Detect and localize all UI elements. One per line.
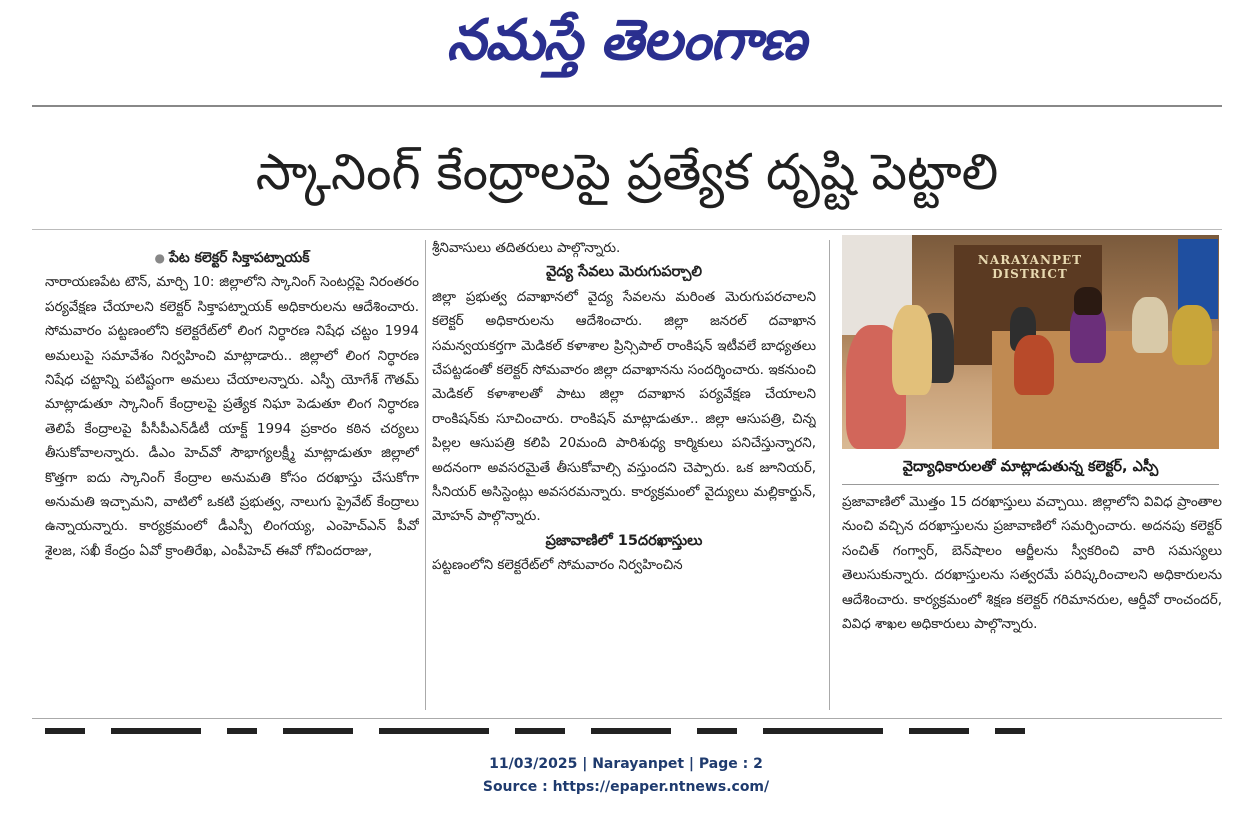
masthead-divider — [32, 105, 1222, 107]
article-column-3 — [842, 490, 1222, 712]
article-column-1 — [45, 246, 419, 708]
photo-person — [892, 305, 932, 395]
column-2-body: జిల్లా ప్రభుత్వ దవాఖానలో వైద్య సేవలను మరింత మెరుగుపరచాలని కలెక్టర్ అధికారులను ఆదేశించారు. జిల్లా జనరల్ దవాఖాన సమన్వయకర్తగా మెడికల్ కళాశాల ప్రిన్సిపాల్ రాంకిషన్ ఇటీవలే బాధ్యతలు చేపట్టడంతో కలెక్టర్ సోమవారం జిల్లా దవాఖానను సందర్శించారు. ఇకనుంచి మెడికల్ కళాశాలతో పాటు జిల్లా దవాఖాన పర్యవేక్షణ చేయాలని రాంకిషన్‌కు సూచించారు. రాంకిషన్ మాట్లాడుతూ.. జిల్లా ఆసుపత్రి, చిన్న పిల్లల ఆసుపత్రి కలిపి 20మంది పారిశుధ్య కార్మికులు పనిచేస్తున్నారని, అదనంగా అవసరమైతే తీసుకోవాల్సి వస్తుందని చెప్పారు. ఒక జూనియర్, సీనియర్ అసిస్టెంట్లు అవసరమన్నారు. కార్యక్రమంలో వైద్యులు మల్లికార్జున్, మోహన్ పాల్గొన్నారు. — [432, 288, 816, 525]
column-1-body: నారాయణపేట టౌన్, మార్చి 10: జిల్లాలోని స్కానింగ్ సెంటర్లపై నిరంతరం పర్యవేక్షణ చేయాలని కలెక్టర్ సిక్తాపట్నాయక్ అధికారులను ఆదేశించారు. సోమవారం పట్టణంలోని కలెక్టరేట్‌లో లింగ నిర్ధారణ నిషేధ చట్టం 1994 అమలుపై సమావేశం నిర్వహించి మాట్లాడారు.. జిల్లాలో లింగ నిర్ధారణ నిషేధ చట్టాన్ని పటిష్టంగా అమలు చేయాలన్నారు. ఎస్పీ యోగేశ్ గౌతమ్ మాట్లాడుతూ స్కానింగ్ కేంద్రాలపై ప్రత్యేక నిఘా పెడుతూ లింగ నిర్ధారణ తెలిపే కేంద్రాలపై పీసీపీఎన్‌డీటీ యాక్ట్ 1994 ప్రకారం కఠిన చర్యలు తీసుకోవాలన్నారు. డీఎం హెచ్‌వో సౌభాగ్యలక్ష్మీ మాట్లాడుతూ జిల్లాలో కొత్తగా ఐదు స్కానింగ్ కేంద్రాల అనుమతి కోసం దరఖాస్తు చేసుకోగా అనుమతి ఇచ్చామని, వాటిలో ఒకటి ప్రభుత్వ, నాలుగు ప్రైవేట్ కేంద్రాలు ఉన్నాయన్నారు. కార్యక్రమంలో డీఎస్పీ లింగయ్య, ఎంహెచ్‌ఎన్ పీవో శైలజ, సఖీ కేంద్రం ఏవో క్రాంతిరేఖ, ఎంపీహెచ్ ఈవో గోవిందరాజు, — [45, 274, 419, 559]
article-headline: స్కానింగ్ కేంద్రాలపై ప్రత్యేక దృష్టి పెట్టాలి — [255, 143, 999, 201]
bottom-divider — [32, 718, 1222, 719]
article-column-2 — [432, 236, 816, 710]
column-3-body: ప్రజావాణిలో మొత్తం 15 దరఖాస్తులు వచ్చాయి. జిల్లాలోని వివిధ ప్రాంతాల నుంచి వచ్చిన దరఖాస్తులను ప్రజావాణిలో సమర్పించారు. అదనపు కలెక్టర్ సంచిత్ గంగ్వార్, బెన్‌షాలం ఆర్జీలను స్వీకరించి వారి సమస్యలు తెలుసుకున్నారు. దరఖాస్తులను సత్వరమే పరిష్కరించాలని అధికారులను ఆదేశించారు. కార్యక్రమంలో శిక్షణ కలెక్టర్ గరిమానరుల, ఆర్డీవో రాంచందర్, వివిధ శాఖల అధికారులు పాల్గొన్నారు. — [842, 494, 1222, 633]
photo-person — [1132, 297, 1168, 353]
subheading-prajavani: ప్రజావాణిలో 15దరఖాస్తులు — [545, 532, 703, 549]
bullet-icon: ● — [154, 251, 165, 265]
footer-date-line: 11/03/2025 | Narayanpet | Page : 2 — [489, 756, 763, 772]
meeting-photo — [842, 235, 1219, 449]
photo-person — [1172, 305, 1212, 365]
newspaper-masthead: నమస్తే తెలంగాణ — [446, 8, 806, 73]
headline-divider — [32, 229, 1222, 230]
byline-text: పేట కలెక్టర్ సిక్తాపట్నాయక్ — [168, 250, 310, 266]
photo-caption: వైద్యాధికారులతో మాట్లాడుతున్న కలెక్టర్, ఎస్పీ — [902, 459, 1159, 475]
column-divider-1 — [425, 240, 426, 710]
column-2-intro: శ్రీనివాసులు తదితరులు పాల్గొన్నారు. — [432, 240, 621, 256]
column-divider-2 — [829, 240, 830, 710]
photo-sign-text: NARAYANPET DISTRICT — [977, 253, 1083, 281]
subheading-medical-services: వైద్య సేవలు మెరుగుపర్చాలి — [545, 264, 703, 281]
column-2-tail: పట్టణంలోని కలెక్టరేట్‌లో సోమవారం నిర్వహించిన — [432, 557, 683, 574]
caption-divider — [842, 484, 1219, 485]
photo-person — [1074, 287, 1102, 315]
byline — [45, 246, 419, 270]
photo-person — [1014, 335, 1054, 395]
next-article-cut-headline — [45, 728, 1105, 738]
footer-source-link[interactable]: Source : https://epaper.ntnews.com/ — [482, 779, 770, 795]
